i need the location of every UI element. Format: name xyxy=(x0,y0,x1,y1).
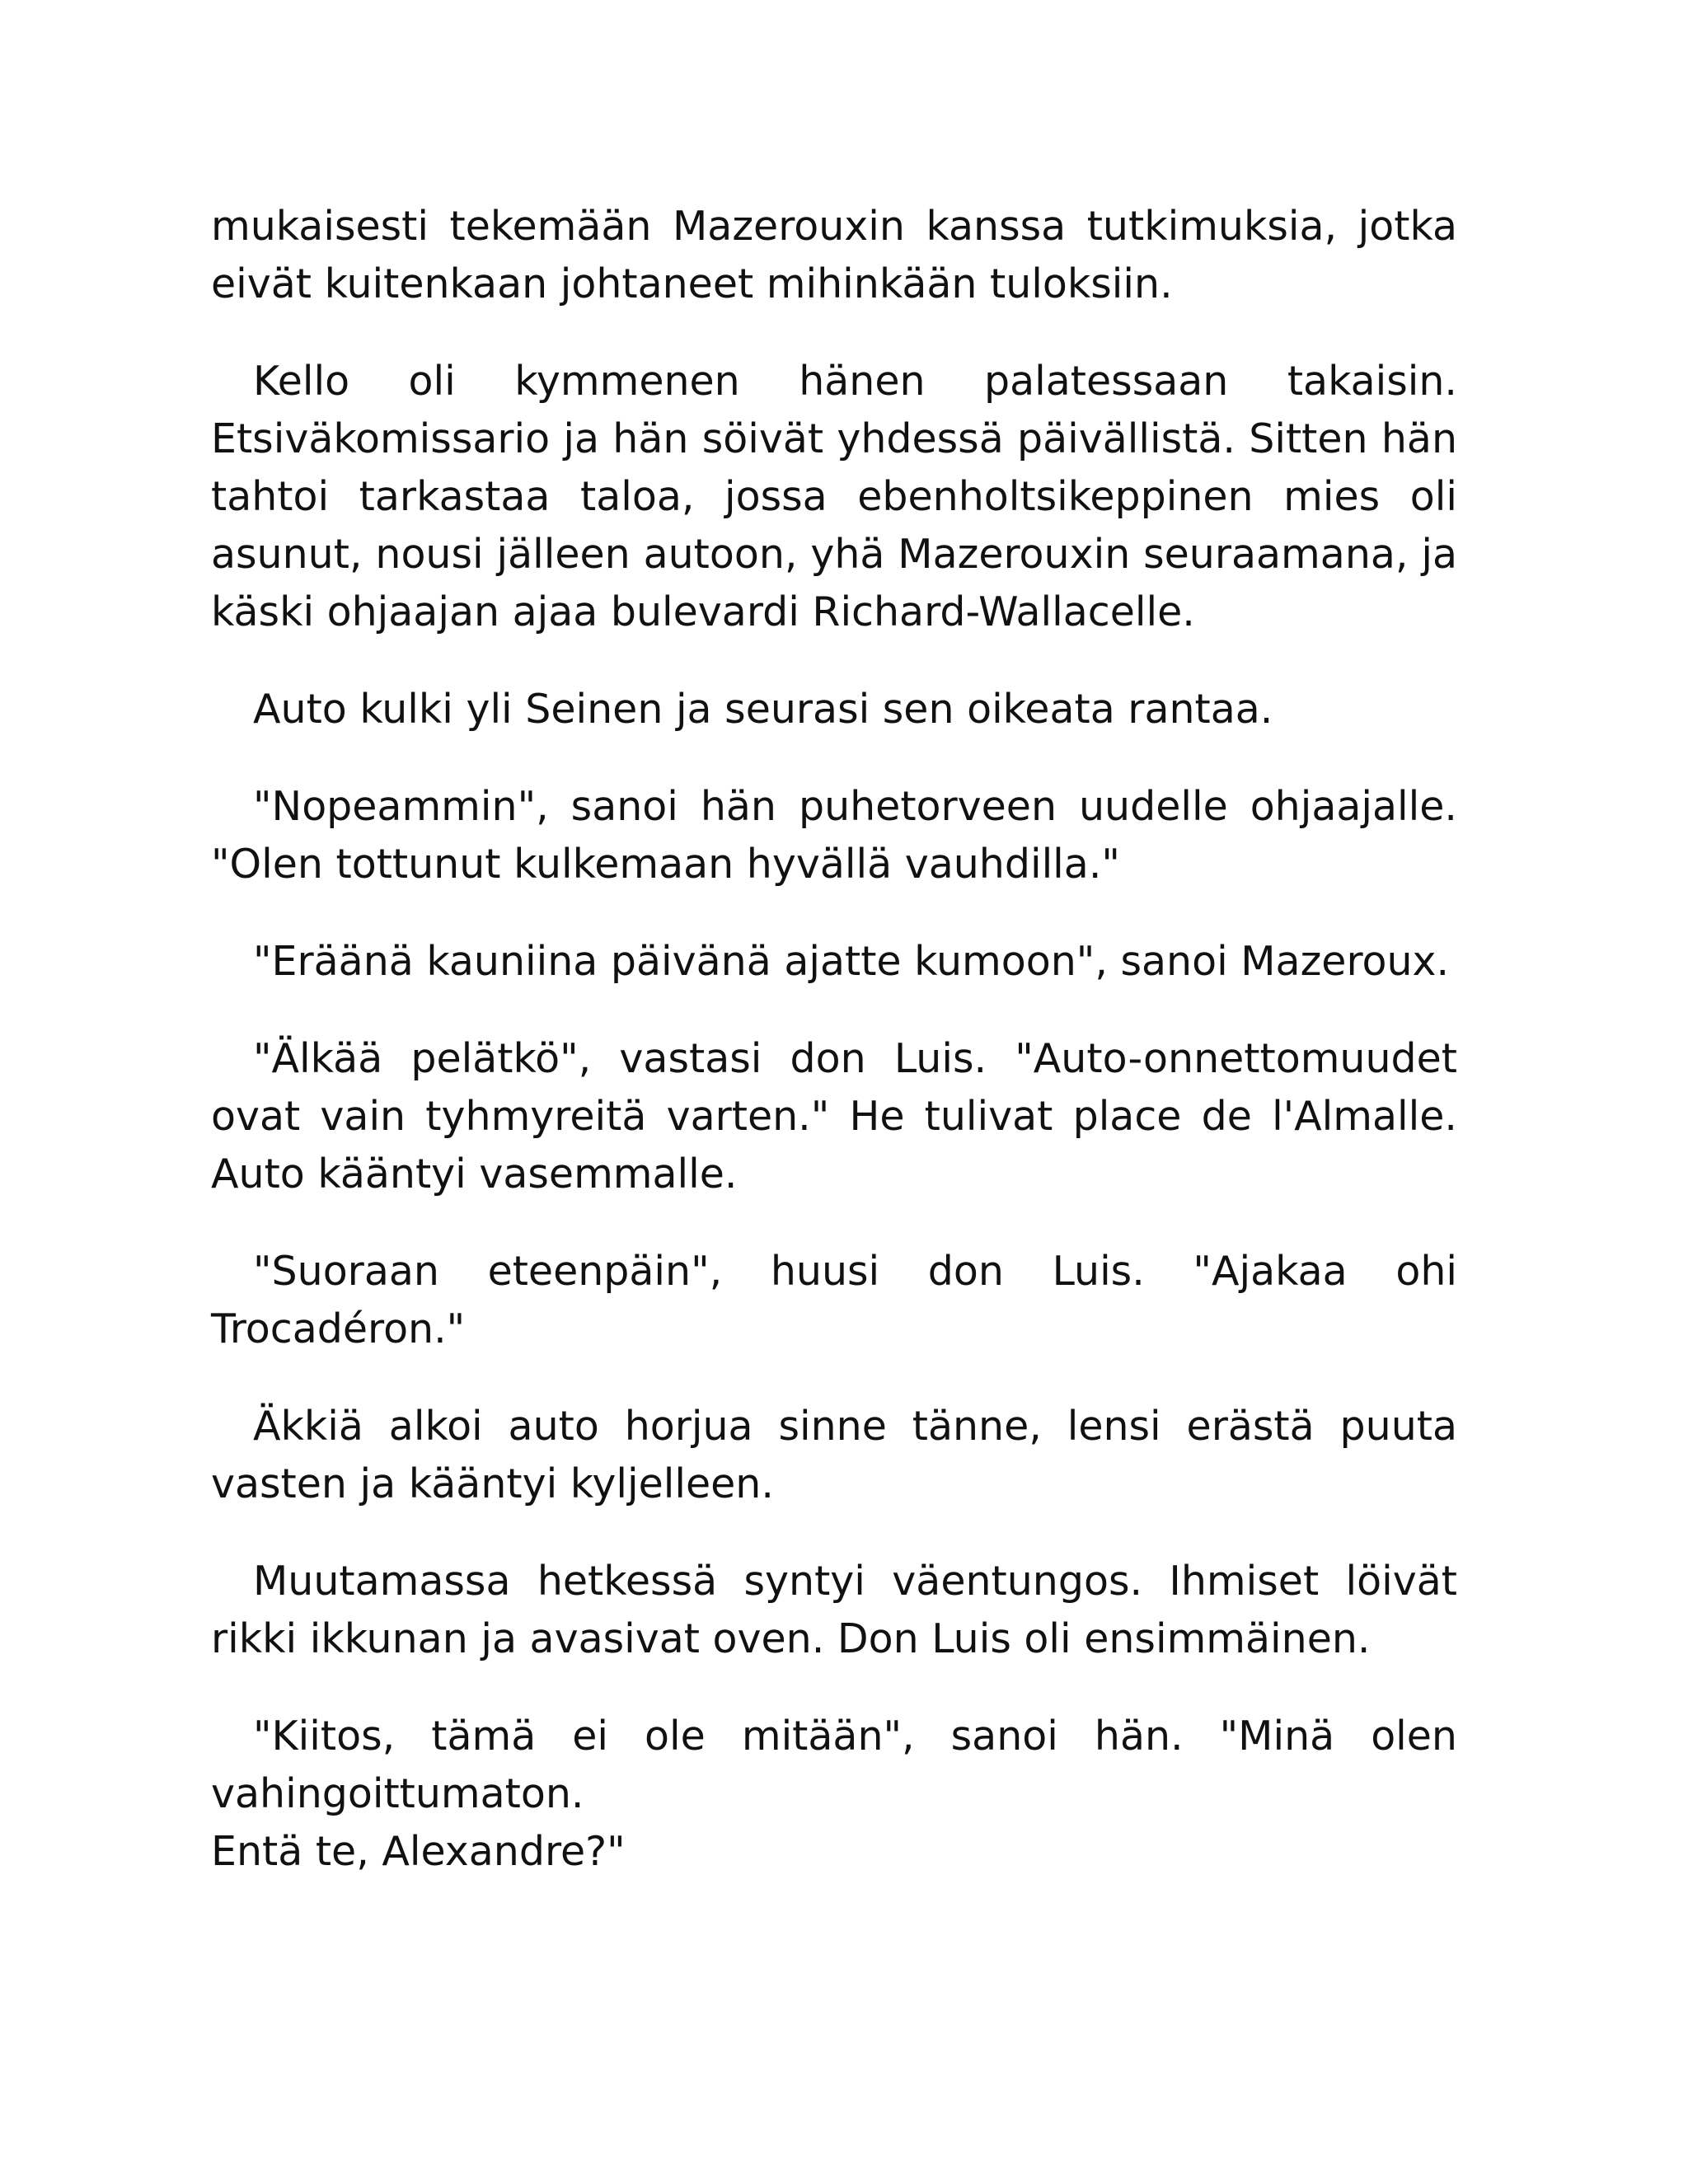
body-text xyxy=(211,198,1457,1881)
paragraph-10-line-2: Entä te, Alexandre?" xyxy=(211,1828,626,1875)
paragraph-6: "Älkää pelätkö", vastasi don Luis. "Auto-onnettomuudet ovat vain tyhmyreitä varten." He tulivat place de l'Almalle. Auto kääntyi vasemmalle. xyxy=(211,1035,1457,1197)
paragraph-9: Muutamassa hetkessä syntyi väentungos. Ihmiset löivät rikki ikkunan ja avasivat oven. Don Luis oli ensimmäinen. xyxy=(211,1558,1457,1662)
paragraph-8: Äkkiä alkoi auto horjua sinne tänne, lensi erästä puuta vasten ja kääntyi kyljelleen. xyxy=(211,1403,1457,1507)
paragraph-3: Auto kulki yli Seinen ja seurasi sen oikeata rantaa. xyxy=(253,686,1273,733)
paragraph-10 xyxy=(211,1708,1457,1881)
paragraph-5: "Eräänä kauniina päivänä ajatte kumoon", sanoi Mazeroux. xyxy=(253,938,1450,985)
paragraph-1: mukaisesti tekemään Mazerouxin kanssa tutkimuksia, jotka eivät kuitenkaan johtaneet mihinkään tuloksiin. xyxy=(211,203,1457,307)
paragraph-7: "Suoraan eteenpäin", huusi don Luis. "Ajakaa ohi Trocadéron." xyxy=(211,1248,1457,1352)
paragraph-2: Kello oli kymmenen hänen palatessaan takaisin. Etsiväkomissario ja hän söivät yhdessä päivällistä. Sitten hän tahtoi tarkastaa taloa, jossa ebenholtsikeppinen mies oli asunut, nousi jälleen autoon, yhä Mazerouxin seuraamana, ja käski ohjaajan ajaa bulevardi Richard-Wallacelle. xyxy=(211,358,1457,635)
paragraph-10-line-1: "Kiitos, tämä ei ole mitään", sanoi hän. "Minä olen vahingoittumaton. xyxy=(211,1713,1457,1817)
paragraph-4: "Nopeammin", sanoi hän puhetorveen uudelle ohjaajalle. "Olen tottunut kulkemaan hyvällä vauhdilla." xyxy=(211,783,1457,888)
